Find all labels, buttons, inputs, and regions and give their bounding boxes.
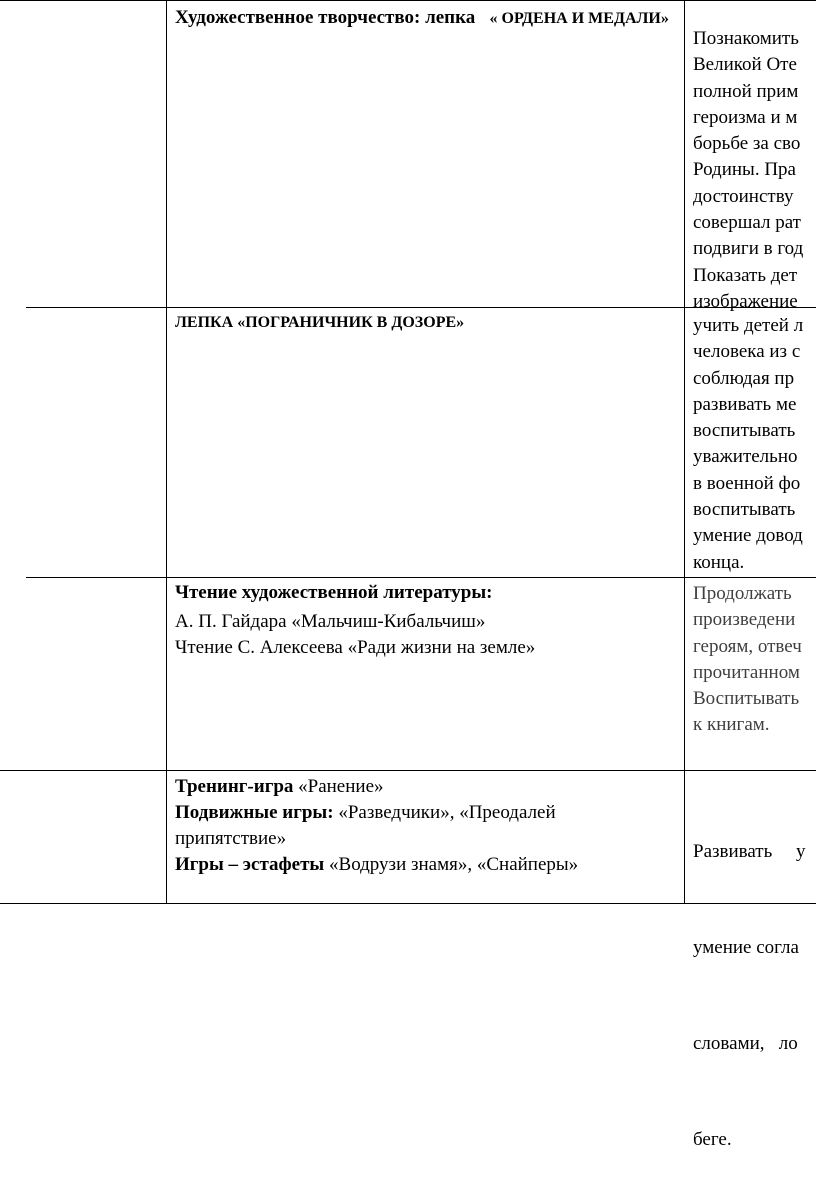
row-divider-3 — [0, 770, 816, 771]
row2-goal-line: воспитывать — [693, 420, 796, 442]
row1-title — [175, 6, 675, 30]
row2-goal-line: соблюдая пр — [693, 367, 795, 389]
row3-goal-line: Воспитывать — [693, 688, 800, 710]
row1-goal-line: борьбе за сво — [693, 133, 801, 155]
row1-goal-line: Познакомить — [693, 28, 799, 49]
row4-goal-line: беге. — [693, 1129, 732, 1150]
column-divider-left — [166, 0, 167, 904]
row4-goals-cell — [693, 772, 816, 1188]
row1-goal-line: совершал рат — [693, 212, 801, 234]
row1-goal-line: подвиги в год — [693, 238, 804, 260]
row2-goals-cell — [693, 313, 816, 576]
row4-goal-line: словами, ло — [693, 1033, 798, 1054]
row-divider-2 — [26, 577, 816, 578]
row3-book-line: А. П. Гайдара «Мальчиш-Кибальчиш» — [175, 611, 486, 632]
row3-goal-line: Продолжать — [693, 583, 792, 604]
row4-line-4 — [175, 852, 680, 878]
row1-goal-line: Показать дет — [693, 264, 798, 286]
row1-goal-line: Родины. Пра — [693, 159, 796, 181]
row2-goal-line: в военной фо — [693, 472, 801, 494]
row1-goal-line: достоинству — [693, 185, 794, 207]
row2-goal-line: человека из с — [693, 341, 801, 363]
row4-line-2 — [175, 800, 680, 826]
row2-goal-line: уважительно — [693, 446, 798, 468]
row4-line-1 — [175, 774, 680, 800]
row4-games-text: «Разведчики», «Преодалей — [333, 802, 556, 823]
row4-training-text: «Ранение» — [293, 776, 384, 797]
row1-goal-line: Великой Оте — [693, 54, 797, 76]
row1-goal-line: героизма и м — [693, 106, 798, 128]
row1-activity-cell — [175, 6, 675, 30]
row3-title: Чтение художественной литературы: — [175, 582, 493, 603]
row4-games-label: Подвижные игры: — [175, 802, 334, 823]
row4-activity-cell — [175, 774, 680, 878]
row4-goal-line: Развивать у — [693, 841, 806, 862]
row3-goal-line: героям, отвеч — [693, 635, 802, 657]
row3-goal-line: к книгам. — [693, 714, 770, 736]
row3-activity-cell — [175, 580, 680, 661]
row1-title-caps: « ОРДЕНА И МЕДАЛИ» — [489, 10, 669, 27]
column-divider-right — [684, 0, 685, 904]
row3-goal-line: прочитанном — [693, 661, 800, 683]
row1-title-text: Художественное творчество: лепка — [175, 7, 476, 28]
row3-goal-line: произведени — [693, 609, 796, 631]
row4-training-label: Тренинг-игра — [175, 776, 294, 797]
row2-goal-line: развивать ме — [693, 393, 797, 415]
row2-goal-line: конца. — [693, 551, 745, 573]
row2-goal-line: умение довод — [693, 525, 803, 547]
table-border-top — [0, 0, 816, 1]
row3-book-line: Чтение С. Алексеева «Ради жизни на земле» — [175, 637, 536, 658]
row1-goal-line: изображение — [693, 290, 798, 312]
row2-title: ЛЕПКА «ПОГРАНИЧНИК В ДОЗОРЕ» — [175, 314, 465, 331]
row4-line-3: припятствие» — [175, 828, 287, 849]
row4-relay-label: Игры – эстафеты — [175, 854, 325, 875]
row4-relay-text: «Водрузи знамя», «Снайперы» — [324, 854, 579, 875]
row2-goal-line: учить детей л — [693, 315, 804, 336]
row1-goal-line: полной прим — [693, 80, 799, 102]
row1-goals-cell — [693, 26, 816, 315]
row4-goal-line: умение согла — [693, 937, 799, 958]
row3-goals-cell — [693, 581, 816, 739]
row2-goal-line: воспитывать — [693, 499, 796, 521]
row2-activity-cell — [175, 312, 675, 334]
